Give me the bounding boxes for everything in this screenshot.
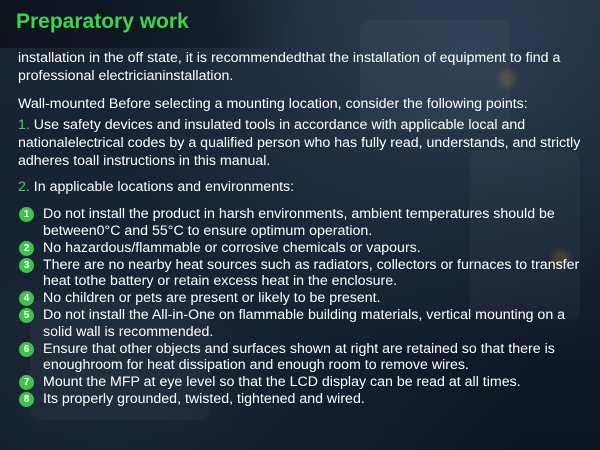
- list-item: [18, 206, 584, 239]
- numbered-item-1-text: Use safety devices and insulated tools in accordance with applicable local and nationalelectrical codes by a qualified person who has fully read, understands, and strictly adheres toall instructions in this manual.: [18, 117, 581, 169]
- list-item-text: No hazardous/flammable or corrosive chemicals or vapours.: [43, 239, 421, 256]
- list-item-text: Its properly grounded, twisted, tightened and wired.: [43, 391, 365, 407]
- wall-mounted-paragraph: Wall-mounted Before selecting a mounting location, consider the following points:: [18, 96, 528, 112]
- numbered-item-1: [18, 116, 584, 170]
- number-badge-icon: 3: [19, 258, 34, 273]
- list-item: [18, 290, 584, 307]
- list-item-text: Ensure that other objects and surfaces shown at right are retained so that there is enoughroom for heat dissipation and enough room to remove wires.: [43, 340, 555, 373]
- list-item-text: Do not install the All-in-One on flammable building materials, vertical mounting on a solid wall is recommended.: [43, 307, 566, 340]
- title-bar: [0, 0, 300, 48]
- numbered-item-1-number: 1.: [18, 117, 30, 133]
- number-badge-icon: 5: [19, 308, 34, 323]
- number-badge-icon: 1: [19, 207, 34, 222]
- list-item: [18, 341, 584, 374]
- list-item: [18, 240, 584, 257]
- numbered-item-2-number: 2.: [18, 179, 30, 195]
- numbered-item-2: [18, 178, 584, 196]
- requirements-list: [18, 206, 584, 408]
- number-badge-icon: 2: [19, 241, 34, 256]
- list-item: [18, 391, 584, 408]
- list-item-text: No children or pets are present or likely to be present.: [43, 290, 381, 306]
- number-badge-icon: 6: [19, 342, 34, 357]
- content: [18, 49, 584, 408]
- list-item-text: Mount the MFP at eye level so that the LCD display can be read at all times.: [43, 374, 521, 390]
- number-badge-icon: 4: [19, 291, 34, 306]
- page-title: Preparatory work: [16, 10, 189, 33]
- list-item: [18, 307, 584, 340]
- list-item-text: There are no nearby heat sources such as radiators, collectors or furnaces to transfer heat tothe battery or retain excess heat in the enclosure.: [43, 256, 580, 289]
- numbered-item-2-text: In applicable locations and environments:: [33, 179, 295, 195]
- number-badge-icon: 8: [19, 392, 34, 407]
- intro-paragraph: installation in the off state, it is recommendedthat the installation of equipment to find a professional electricianinstallation.: [18, 50, 561, 84]
- number-badge-icon: 7: [19, 375, 34, 390]
- list-item: [18, 374, 584, 391]
- list-item-text: Do not install the product in harsh environments, ambient temperatures should be between0°C and 55°C to ensure optimum operation.: [43, 206, 555, 239]
- list-item: [18, 257, 584, 290]
